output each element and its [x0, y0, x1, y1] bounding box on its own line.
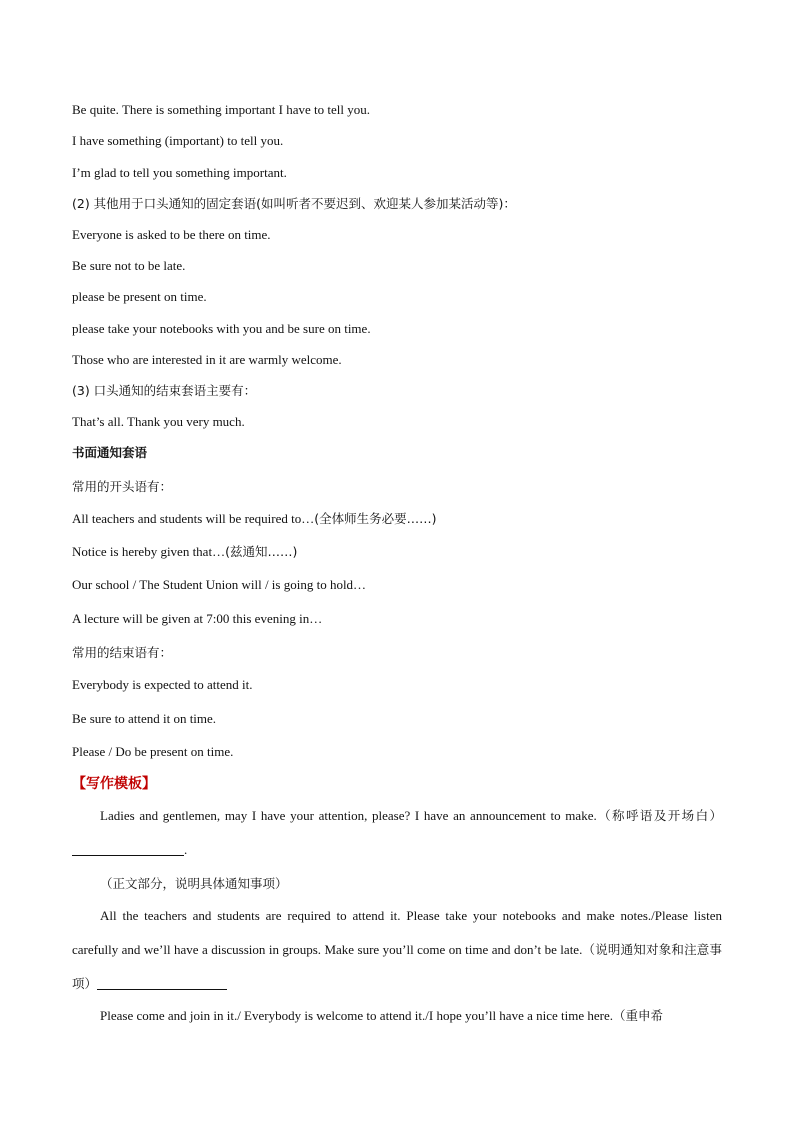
subheading: 常用的开头语有： — [72, 479, 173, 494]
text-line: Everyone is asked to be there on time. — [72, 227, 271, 242]
text-line: please be present on time. — [72, 289, 207, 304]
subheading: 常用的结束语有： — [72, 645, 173, 660]
text-en: Please come and join in it./ Everybody is welcome to attend it./I hope you’ll have a nice time here. — [100, 1008, 613, 1023]
text-line: Our school / The Student Union will / is going to hold… — [72, 577, 367, 592]
template-paragraph-3 — [72, 899, 722, 1001]
text-line: Be sure not to be late. — [72, 258, 186, 273]
text-line: Please / Do be present on time. — [72, 744, 234, 759]
text-en: All the teachers and students are required to attend it. Please take your notebooks and make notes./Please listen carefully and we’ll have a discussion in groups. Make sure you’ll come on time and don’t be late. — [72, 908, 722, 957]
text-line: please take your notebooks with you and be sure on time. — [72, 321, 371, 336]
template-paragraph-4 — [72, 999, 722, 1033]
text-en: Notice is hereby given that… — [72, 544, 226, 559]
text-cn: (兹通知……) — [225, 544, 298, 559]
text-line: Those who are interested in it are warmly welcome. — [72, 352, 342, 367]
text-line — [72, 544, 297, 560]
text-line: Be sure to attend it on time. — [72, 711, 217, 726]
section-title: 书面通知套语 — [72, 445, 148, 460]
text-line — [72, 511, 437, 527]
text-line: I have something (important) to tell you. — [72, 133, 284, 148]
text-cn: （正文部分，说明具体通知事项） — [100, 876, 288, 891]
template-heading: 【写作模板】 — [72, 776, 156, 792]
section-heading: (3) 口头通知的结束套语主要有： — [72, 383, 257, 398]
text-period: . — [184, 842, 188, 857]
text-cn: （说明通知对象和注意事项） — [72, 942, 722, 991]
text-line: I’m glad to tell you something important. — [72, 165, 287, 180]
text-en: All teachers and students will be required to… — [72, 511, 315, 526]
fill-blank[interactable] — [72, 841, 184, 856]
text-line: Be quite. There is something important I have to tell you. — [72, 102, 370, 117]
text-cn: （称呼语及开场白） — [596, 808, 722, 823]
text-line: Everybody is expected to attend it. — [72, 677, 253, 692]
text-en: Ladies and gentlemen, may I have your attention, please? I have an announcement to make. — [100, 808, 597, 823]
text-cn: (全体师生务必要……) — [314, 511, 437, 526]
template-paragraph-2 — [72, 867, 722, 901]
text-cn: （重申希 — [613, 1008, 664, 1023]
section-heading: (2) 其他用于口头通知的固定套语(如叫听者不要迟到、欢迎某人参加某活动等)： — [72, 196, 516, 211]
fill-blank[interactable] — [97, 975, 227, 990]
text-line: That’s all. Thank you very much. — [72, 414, 245, 429]
text-line: A lecture will be given at 7:00 this evening in… — [72, 611, 323, 626]
template-paragraph-1 — [72, 799, 722, 867]
